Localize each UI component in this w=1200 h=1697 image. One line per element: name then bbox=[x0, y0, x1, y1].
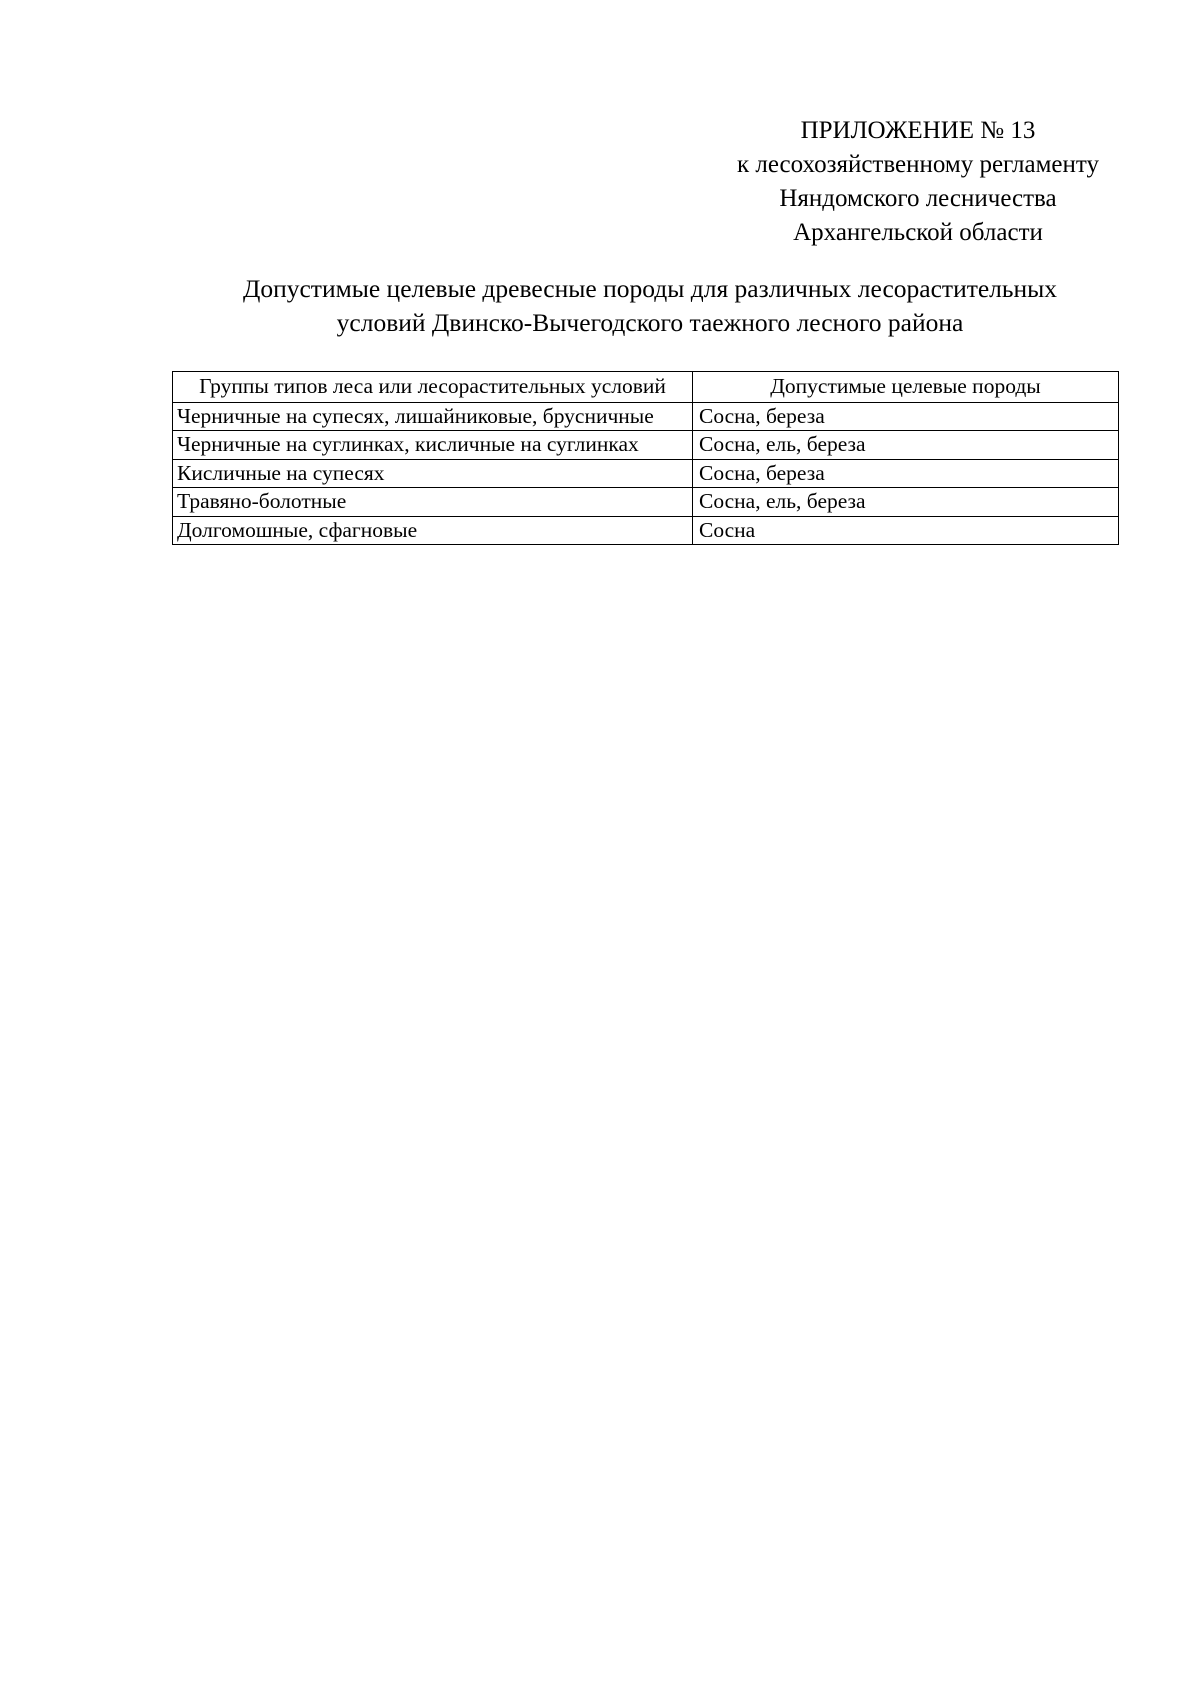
appendix-region: Архангельской области bbox=[793, 219, 1043, 246]
appendix-header bbox=[650, 114, 1186, 250]
cell-forest-group: Травяно-болотные bbox=[173, 488, 693, 517]
cell-target-species: Сосна, береза bbox=[693, 459, 1119, 488]
cell-target-species: Сосна, ель, береза bbox=[693, 488, 1119, 517]
cell-target-species: Сосна, ель, береза bbox=[693, 431, 1119, 460]
appendix-forestry: Няндомского лесничества bbox=[779, 185, 1057, 212]
header-forest-groups: Группы типов леса или лесорастительных условий bbox=[173, 372, 693, 403]
document-title-line-2: условий Двинско-Вычегодского таежного лесного района bbox=[336, 308, 964, 337]
document-title-line-1: Допустимые целевые древесные породы для различных лесорастительных bbox=[242, 274, 1058, 303]
cell-forest-group: Черничные на супесях, лишайниковые, брусничные bbox=[173, 402, 693, 431]
table-header-row bbox=[173, 372, 1119, 403]
table-row bbox=[173, 459, 1119, 488]
appendix-reference: к лесохозяйственному регламенту bbox=[736, 151, 1100, 178]
cell-target-species: Сосна bbox=[693, 516, 1119, 545]
cell-forest-group: Черничные на суглинках, кисличные на суглинках bbox=[173, 431, 693, 460]
appendix-number: ПРИЛОЖЕНИЕ № 13 bbox=[800, 117, 1036, 144]
table-row bbox=[173, 488, 1119, 517]
table-row bbox=[173, 516, 1119, 545]
header-target-species: Допустимые целевые породы bbox=[693, 372, 1119, 403]
table-row bbox=[173, 431, 1119, 460]
document-title bbox=[150, 272, 1150, 340]
cell-forest-group: Кисличные на супесях bbox=[173, 459, 693, 488]
cell-target-species: Сосна, береза bbox=[693, 402, 1119, 431]
species-table bbox=[172, 371, 1119, 545]
cell-forest-group: Долгомошные, сфагновые bbox=[173, 516, 693, 545]
table-row bbox=[173, 402, 1119, 431]
